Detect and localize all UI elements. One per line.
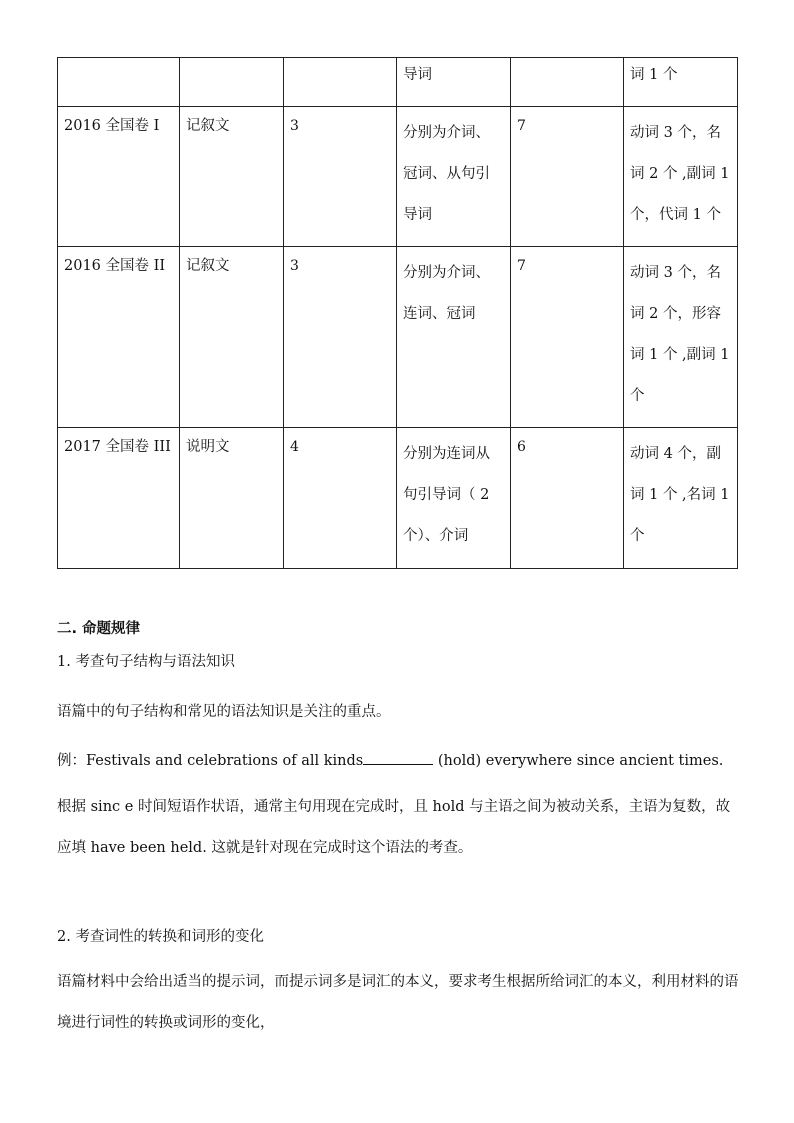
cell-detail2: 词 1 个 [624,58,738,107]
cell-count: 3 [284,247,397,428]
example-line [57,749,723,770]
table-row [58,107,738,247]
subheading-1: 1. 考查句子结构与语法知识 [57,654,235,670]
answer-blank [363,752,433,765]
cell-genre [180,58,284,107]
table-row [58,247,738,428]
cell-count [284,58,397,107]
cell-count2: 7 [511,247,624,428]
cell-detail2: 动词 3 个，名词 2 个，形容词 1 个 ,副词 1 个 [624,247,738,428]
cell-count2 [511,58,624,107]
cell-detail: 导词 [397,58,511,107]
cell-exam [58,58,180,107]
cell-exam: 2017 全国卷 III [58,428,180,569]
cell-detail: 分别为连词从句引导词（ 2 个）、介词 [397,428,511,569]
cell-detail2: 动词 4 个，副词 1 个 ,名词 1 个 [624,428,738,569]
paragraph-3: 语篇材料中会给出适当的提示词，而提示词多是词汇的本义，要求考生根据所给词汇的本义，利用材料的语境进行词性的转换或词形的变化， [57,974,739,1031]
cell-count: 4 [284,428,397,569]
cell-exam: 2016 全国卷 II [58,247,180,428]
cell-detail2: 动词 3 个，名词 2 个 ,副词 1 个，代词 1 个 [624,107,738,247]
paragraph-1: 语篇中的句子结构和常见的语法知识是关注的重点。 [57,704,391,720]
cell-exam: 2016 全国卷 I [58,107,180,247]
cell-count: 3 [284,107,397,247]
cell-genre: 记叙文 [180,247,284,428]
subheading-2: 2. 考查词性的转换和词形的变化 [57,929,264,945]
example-suffix: (hold) everywhere since ancient times. [437,753,724,769]
cell-genre: 说明文 [180,428,284,569]
cell-detail: 分别为介词、冠词、从句引导词 [397,107,511,247]
table-row [58,428,738,569]
exam-table [57,57,738,569]
cell-detail: 分别为介词、连词、冠词 [397,247,511,428]
cell-count2: 7 [511,107,624,247]
paragraph-2: 根据 sinc e 时间短语作状语，通常主句用现在完成时，且 hold 与主语之间为被动关系，主语为复数，故应填 have been held. 这就是针对现在完成时这个语法的考查。 [57,799,731,856]
cell-count2: 6 [511,428,624,569]
table-row [58,58,738,107]
section-heading: 二. 命题规律 [57,621,141,637]
example-prefix: 例：Festivals and celebrations of all kinds [57,753,364,769]
cell-genre: 记叙文 [180,107,284,247]
